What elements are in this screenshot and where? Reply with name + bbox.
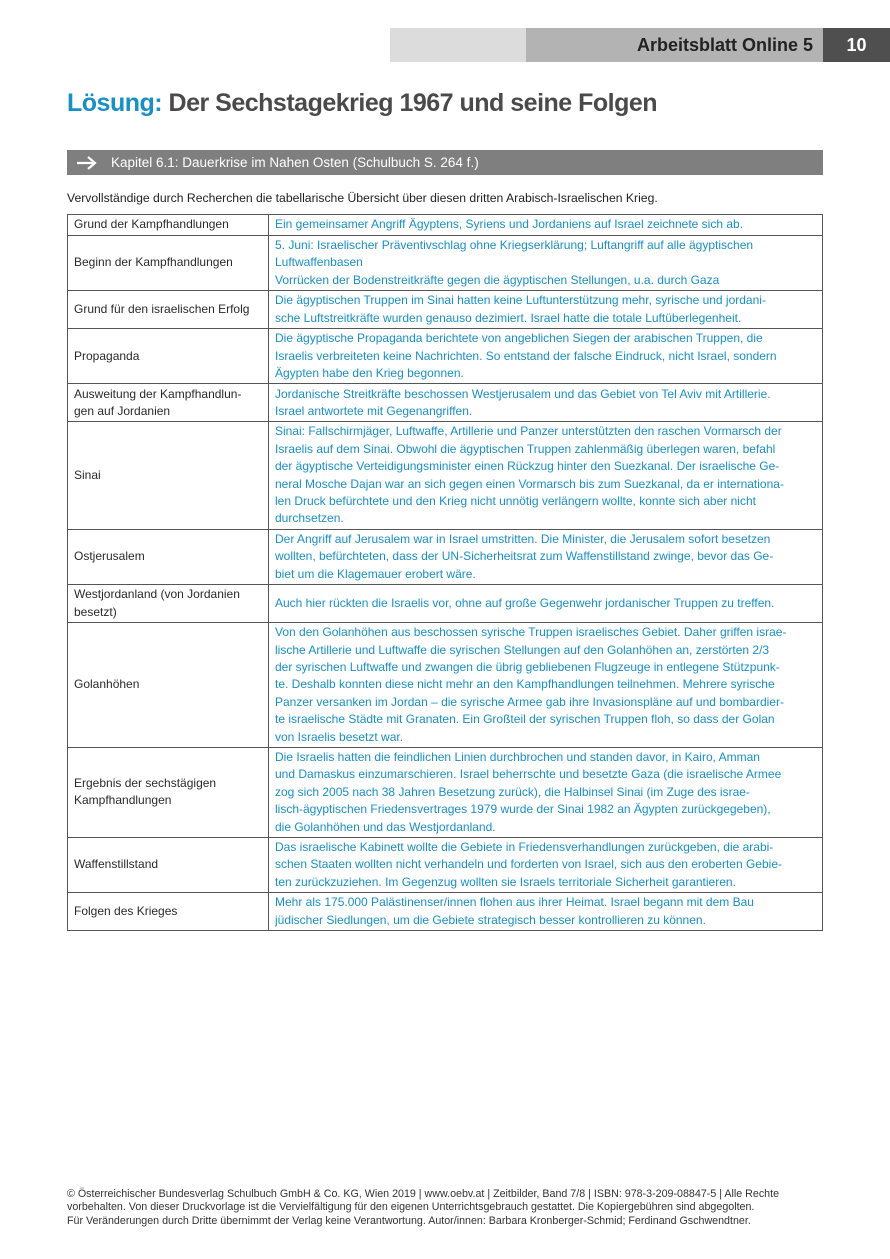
table-row bbox=[68, 623, 823, 748]
answer-line: Mehr als 175.000 Palästinenser/innen flohen aus ihrer Heimat. Israel begann mit dem Bau bbox=[275, 895, 754, 910]
instruction-text: Vervollständige durch Recherchen die tabellarische Übersicht über diesen dritten Arabisch-Israelischen Krieg. bbox=[67, 191, 658, 205]
answer-line: Israelis verbreiteten keine Nachrichten. So entstand der falsche Eindruck, nicht Israel, sondern bbox=[275, 348, 777, 363]
table-row bbox=[68, 384, 823, 422]
answer-line: lisch-ägyptischen Friedensvertrages 1979 wurde der Sinai 1982 an Ägypten zurückgegeben), bbox=[275, 802, 771, 817]
page-title bbox=[67, 89, 657, 118]
answer-line: durchsetzen. bbox=[275, 511, 344, 526]
copyright-footer bbox=[67, 1188, 827, 1228]
row-answer bbox=[269, 236, 823, 291]
table-row bbox=[68, 837, 823, 892]
row-label-line: Kampfhandlungen bbox=[74, 793, 172, 808]
row-answer bbox=[269, 893, 823, 931]
answer-line: jüdischer Siedlungen, um die Gebiete strategisch besser kontrollieren zu können. bbox=[275, 912, 706, 927]
title-text: Der Sechstagekrieg 1967 und seine Folgen bbox=[168, 89, 658, 117]
chapter-bar bbox=[67, 150, 823, 175]
footer-line: vorbehalten. Von dieser Druckvorlage ist die Vervielfältigung für den eigenen Unterrichtsgebrauch gestattet. Die Kopiergebühren sind abgegolten. bbox=[67, 1201, 755, 1214]
answer-line: Ägypten habe den Krieg begonnen. bbox=[275, 366, 464, 381]
answer-line: Die ägyptischen Truppen im Sinai hatten keine Luftunterstützung mehr, syrische und jordani- bbox=[275, 293, 766, 308]
row-label: Beginn der Kampfhandlungen bbox=[68, 236, 269, 291]
answer-line: sche Luftstreitkräfte wurden genauso dezimiert. Israel hatte die totale Luftüberlegenheit. bbox=[275, 310, 742, 325]
answer-line: te israelische Städte mit Granaten. Ein Großteil der syrischen Truppen floh, so dass der Golan bbox=[275, 712, 775, 727]
row-label: Ostjerusalem bbox=[68, 529, 269, 584]
answer-line: Die Israelis hatten die feindlichen Linien durchbrochen und standen davor, in Kairo, Amman bbox=[275, 749, 760, 764]
row-label: Golanhöhen bbox=[68, 623, 269, 748]
answer-line: Israel antwortete mit Gegenangriffen. bbox=[275, 403, 473, 418]
answer-line: der ägyptische Verteidigungsminister einen Rückzug hinter den Suezkanal. Der israelische Ge- bbox=[275, 459, 780, 474]
answer-line: len Druck befürchtete und den Krieg nicht unnötig verlängern wollte, konnte sich aber nicht bbox=[275, 494, 756, 509]
table-row bbox=[68, 747, 823, 837]
row-label-line: gen auf Jordanien bbox=[74, 403, 171, 418]
answer-line: Die ägyptische Propaganda berichtete von angeblichen Siegen der arabischen Truppen, die bbox=[275, 331, 763, 346]
table-row bbox=[68, 893, 823, 931]
row-label: Propaganda bbox=[68, 329, 269, 384]
row-answer bbox=[269, 422, 823, 529]
footer-line: © Österreichischer Bundesverlag Schulbuch GmbH & Co. KG, Wien 2019 | www.oebv.at | Zeitbilder, Band 7/8 | ISBN: 978-3-209-08847-5 | Alle Rechte bbox=[67, 1188, 780, 1200]
table-row bbox=[68, 236, 823, 291]
row-answer bbox=[269, 529, 823, 584]
page-number: 10 bbox=[823, 28, 890, 62]
table-row bbox=[68, 585, 823, 623]
answer-line: wollten, befürchteten, dass der UN-Sicherheitsrat zum Waffenstillstand zwinge, bevor das Ge- bbox=[275, 549, 774, 564]
answer-line: lische Artillerie und Luftwaffe die syrischen Stellungen auf den Golanhöhen an, zerstörten 2/3 bbox=[275, 642, 770, 657]
row-label-line: Westjordanland (von Jordanien bbox=[74, 587, 240, 602]
row-label: Waffenstillstand bbox=[68, 837, 269, 892]
footer-line: Für Veränderungen durch Dritte übernimmt der Verlag keine Verantwortung. Autor/innen: Barbara Kronberger-Schmid; Ferdinand Gschwendtner. bbox=[67, 1214, 751, 1227]
answer-line: 5. Juni: Israelischer Präventivschlag ohne Kriegserklärung; Luftangriff auf alle ägyptischen bbox=[275, 238, 754, 252]
row-label: Grund der Kampfhandlungen bbox=[68, 215, 269, 236]
row-answer bbox=[269, 623, 823, 748]
row-label-line: Ergebnis der sechstägigen bbox=[74, 776, 217, 791]
row-answer bbox=[269, 291, 823, 329]
row-label: Sinai bbox=[68, 422, 269, 529]
title-prefix: Lösung: bbox=[67, 89, 163, 117]
answer-line: von Israelis besetzt war. bbox=[275, 729, 404, 744]
worksheet-label: Arbeitsblatt Online 5 bbox=[526, 28, 823, 62]
answer-line: und Damaskus einzumarschieren. Israel beherrschte und besetzte Gaza (die israelische Armee bbox=[275, 767, 782, 782]
table-row bbox=[68, 291, 823, 329]
arrow-right-icon bbox=[75, 156, 99, 170]
row-answer bbox=[269, 585, 823, 623]
row-label bbox=[68, 384, 269, 422]
answer-line: Der Angriff auf Jerusalem war in Israel umstritten. Die Minister, die Jerusalem sofort besetzen bbox=[275, 531, 771, 546]
header-bar-light bbox=[390, 28, 526, 62]
answer-line: der syrischen Luftwaffe und zwangen die übrig gebliebenen Flugzeuge in entlegene Stützpunk- bbox=[275, 659, 780, 674]
answer-line: Israelis auf dem Sinai. Obwohl die ägyptischen Truppen zahlenmäßig überlegen waren, befahl bbox=[275, 441, 776, 456]
row-answer bbox=[269, 837, 823, 892]
table-row bbox=[68, 422, 823, 529]
row-answer bbox=[269, 384, 823, 422]
answer-line: zog sich 2005 nach 38 Jahren Besetzung zurück), die Halbinsel Sinai (im Zuge des israe- bbox=[275, 784, 750, 799]
answer-line: Jordanische Streitkräfte beschossen Westjerusalem und das Gebiet von Tel Aviv mit Artillerie. bbox=[275, 386, 771, 401]
row-label-line: besetzt) bbox=[74, 604, 117, 619]
answer-line: schen Staaten wollten nicht verhandeln und forderten von Israel, sich aus den eroberten Gebie- bbox=[275, 857, 782, 872]
chapter-title: Kapitel 6.1: Dauerkrise im Nahen Osten (Schulbuch S. 264 f.) bbox=[111, 155, 479, 170]
answer-line: Von den Golanhöhen aus beschossen syrische Truppen israelisches Gebiet. Daher griffen israe- bbox=[275, 625, 787, 640]
answer-line: Auch hier rückten die Israelis vor, ohne auf große Gegenwehr jordanischer Truppen zu treffen. bbox=[275, 595, 775, 610]
row-answer bbox=[269, 329, 823, 384]
answer-line: Panzer versanken im Jordan – die syrische Armee gab ihre Invasionspläne auf und bombardier- bbox=[275, 694, 784, 709]
row-answer bbox=[269, 747, 823, 837]
row-label: Grund für den israelischen Erfolg bbox=[68, 291, 269, 329]
answer-line: biet um die Klagemauer erobert wäre. bbox=[275, 566, 476, 581]
table-row bbox=[68, 329, 823, 384]
answer-line: te. Deshalb konnten diese nicht mehr an den Kampfhandlungen teilnehmen. Mehrere syrische bbox=[275, 677, 775, 692]
row-label bbox=[68, 747, 269, 837]
answer-line: ten zurückzuziehen. Im Gegenzug wollten sie Israels territoriale Sicherheit garantieren. bbox=[275, 874, 736, 889]
overview-table bbox=[67, 214, 823, 931]
answer-line: Das israelische Kabinett wollte die Gebiete in Friedensverhandlungen zurückgeben, die arabi- bbox=[275, 839, 774, 854]
answer-line: die Golanhöhen und das Westjordanland. bbox=[275, 819, 496, 834]
answer-line: Luftwaffenbasen bbox=[275, 255, 363, 270]
answer-line: Ein gemeinsamer Angriff Ägyptens, Syriens und Jordaniens auf Israel zeichnete sich ab. bbox=[275, 217, 744, 232]
row-label: Folgen des Krieges bbox=[68, 893, 269, 931]
row-answer bbox=[269, 215, 823, 236]
answer-line: Vorrücken der Bodenstreitkräfte gegen die ägyptischen Stellungen, u.a. durch Gaza bbox=[275, 272, 720, 287]
row-label-line: Ausweitung der Kampfhandlun- bbox=[74, 386, 242, 401]
answer-line: Sinai: Fallschirmjäger, Luftwaffe, Artillerie und Panzer unterstützten den raschen Vormarsch der bbox=[275, 424, 782, 439]
table-row bbox=[68, 529, 823, 584]
row-label bbox=[68, 585, 269, 623]
table-row bbox=[68, 215, 823, 236]
answer-line: neral Mosche Dajan war an sich gegen einen Vormarsch bis zum Suezkanal, da er internationa- bbox=[275, 476, 784, 491]
